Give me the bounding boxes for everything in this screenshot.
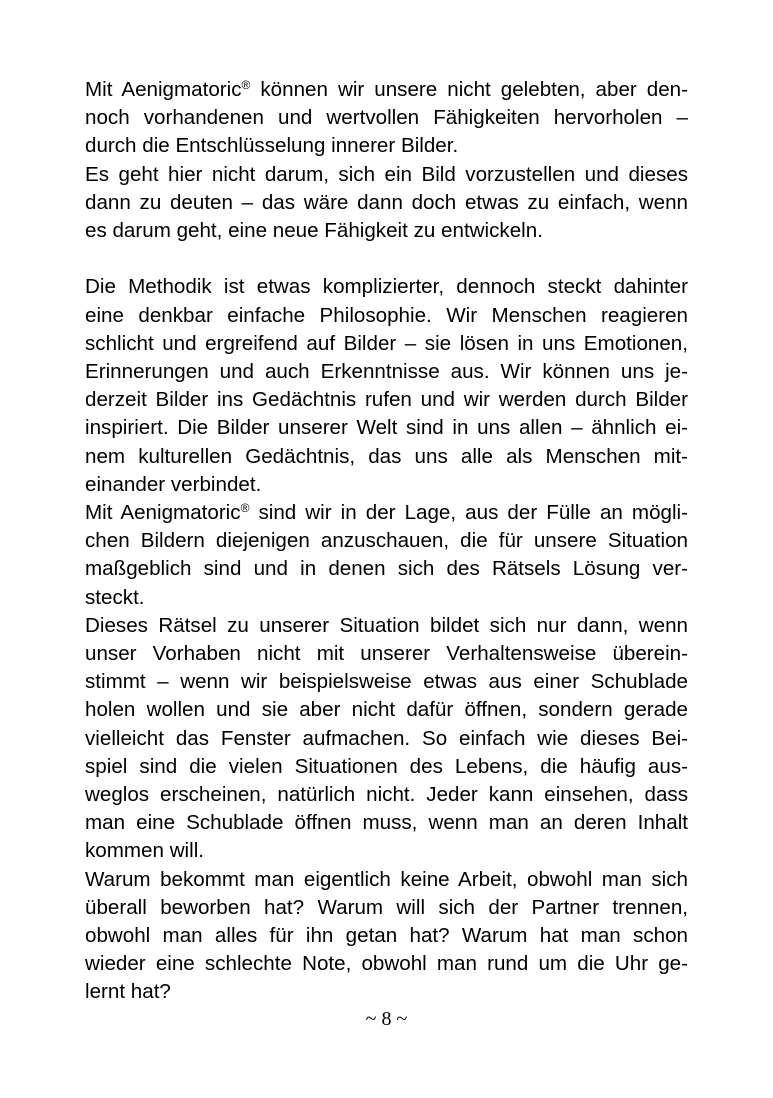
- text-line: kommen will.: [85, 839, 205, 863]
- paragraph: [85, 76, 688, 161]
- text-line: nem kulturellen Gedächtnis, das uns alle als Menschen mit-: [85, 444, 688, 468]
- paragraph: [85, 161, 688, 246]
- text-line: Mit Aenigmatoric® können wir unsere nicht gelebten, aber den-: [85, 78, 688, 101]
- page-number: ~ 8 ~: [365, 1008, 408, 1030]
- text-line: noch vorhandenen und wertvollen Fähigkeiten hervorholen –: [85, 106, 688, 130]
- text-line: inspiriert. Die Bilder unserer Welt sind in uns allen – ähnlich ei-: [85, 416, 688, 440]
- text-line: vielleicht das Fenster aufmachen. So einfach wie dieses Bei-: [85, 726, 688, 750]
- text-line: überall beworben hat? Warum will sich der Partner trennen,: [85, 895, 688, 919]
- text-line: chen Bildern diejenigen anzuschauen, die für unsere Situation: [85, 529, 688, 553]
- registered-trademark-icon: ®: [241, 78, 251, 92]
- text-line: einander verbindet.: [85, 472, 262, 496]
- text-line: lernt hat?: [85, 980, 171, 1004]
- paragraph: [85, 612, 688, 866]
- text-line: Erinnerungen und auch Erkenntnisse aus. Wir können uns je-: [85, 360, 688, 384]
- text-line: Mit Aenigmatoric® sind wir in der Lage, aus der Fülle an mögli-: [85, 501, 688, 525]
- text-line: obwohl man alles für ihn getan hat? Warum hat man schon: [85, 924, 688, 948]
- text-block: [85, 76, 688, 1007]
- text-line: unser Vorhaben nicht mit unserer Verhaltensweise überein-: [85, 642, 688, 666]
- text-line: wieder eine schlechte Note, obwohl man rund um die Uhr ge-: [85, 952, 688, 976]
- text-line: weglos erscheinen, natürlich nicht. Jeder kann einsehen, dass: [85, 783, 688, 807]
- text-line: Es geht hier nicht darum, sich ein Bild vorzustellen und dieses: [85, 162, 688, 186]
- text-line: holen wollen und sie aber nicht dafür öffnen, sondern gerade: [85, 698, 688, 722]
- text-line: man eine Schublade öffnen muss, wenn man an deren Inhalt: [85, 811, 688, 835]
- text-line: eine denkbar einfache Philosophie. Wir Menschen reagieren: [85, 303, 688, 327]
- paragraph: [85, 866, 688, 1007]
- text-line: derzeit Bilder ins Gedächtnis rufen und wir werden durch Bilder: [85, 388, 688, 412]
- text-line: maßgeblich sind und in denen sich des Rätsels Lösung ver-: [85, 557, 688, 581]
- text-line: stimmt – wenn wir beispielsweise etwas aus einer Schublade: [85, 670, 688, 694]
- text-line: es darum geht, eine neue Fähigkeit zu entwickeln.: [85, 219, 543, 243]
- text-line: durch die Entschlüsselung innerer Bilder.: [85, 134, 459, 158]
- text-line: Dieses Rätsel zu unserer Situation bildet sich nur dann, wenn: [85, 613, 688, 637]
- text-line: schlicht und ergreifend auf Bilder – sie lösen in uns Emotionen,: [85, 331, 688, 355]
- paragraph: [85, 499, 688, 612]
- registered-trademark-icon: ®: [240, 501, 250, 516]
- text-line: Warum bekommt man eigentlich keine Arbeit, obwohl man sich: [85, 867, 688, 891]
- text-line: steckt.: [85, 585, 145, 609]
- text-line: spiel sind die vielen Situationen des Lebens, die häufig aus-: [85, 754, 688, 778]
- text-line: Die Methodik ist etwas komplizierter, dennoch steckt dahinter: [85, 275, 688, 299]
- text-line: dann zu deuten – das wäre dann doch etwas zu einfach, wenn: [85, 190, 688, 214]
- paragraph: [85, 273, 688, 499]
